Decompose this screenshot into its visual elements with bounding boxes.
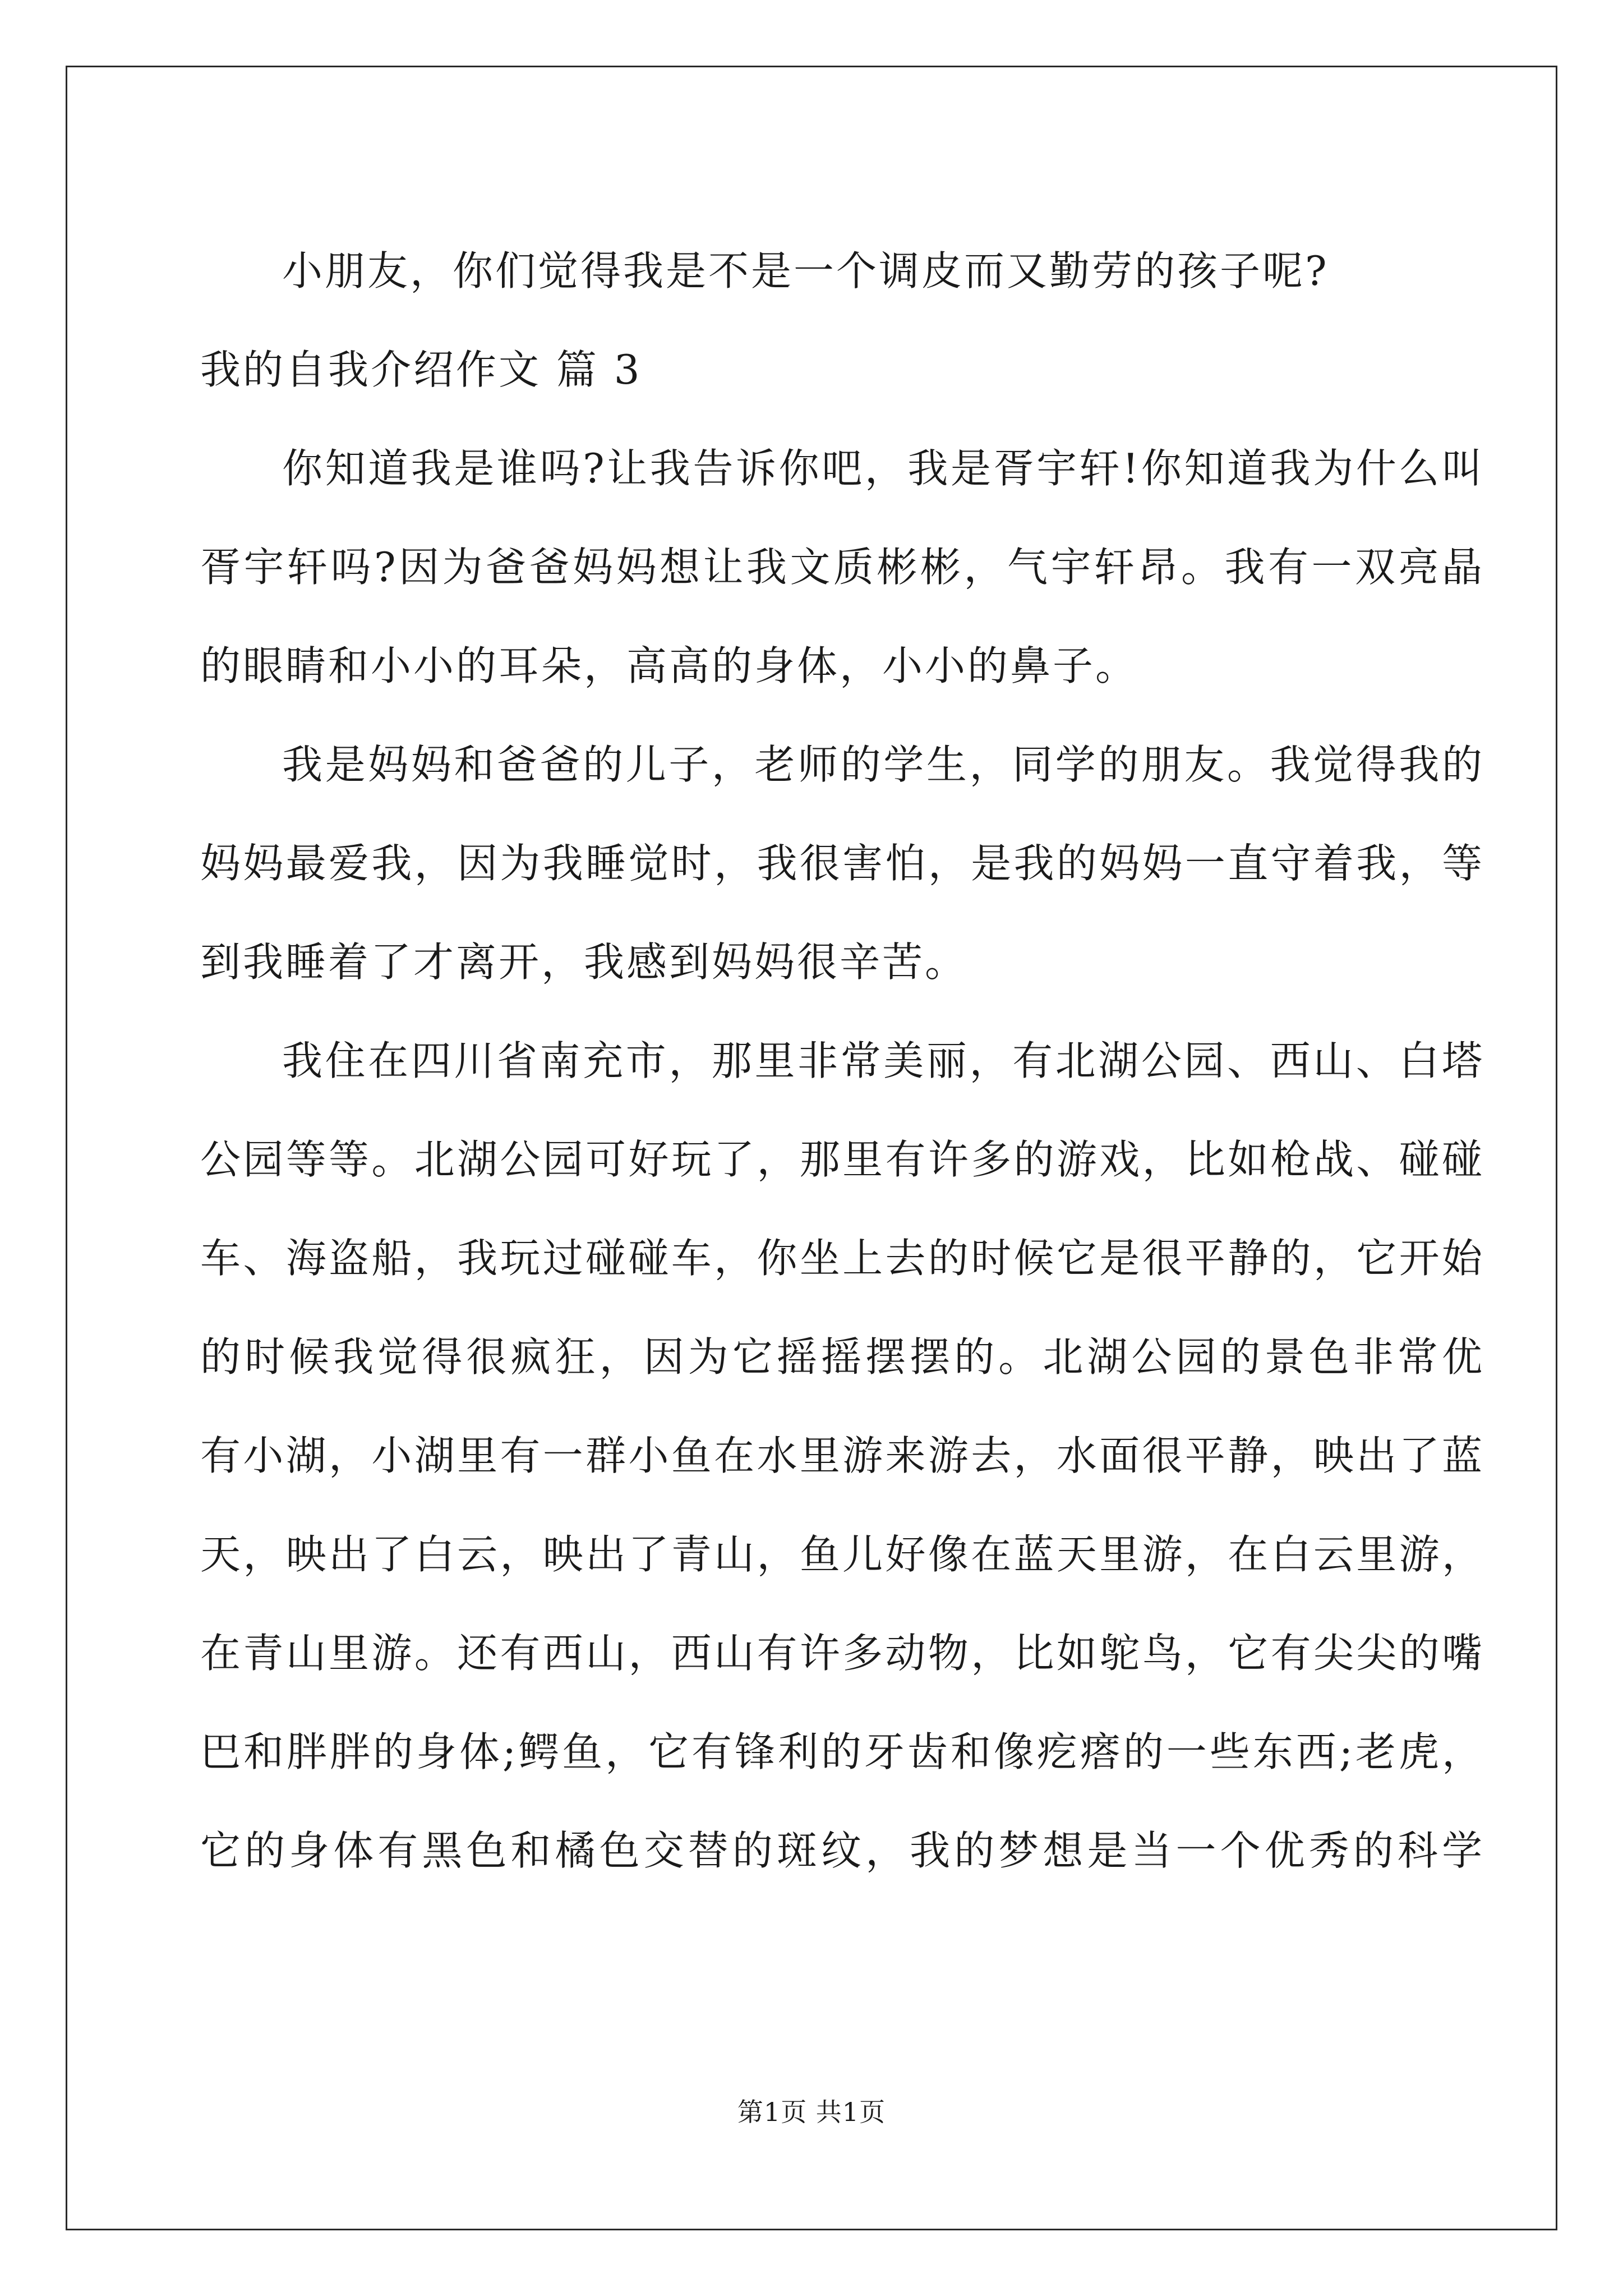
text-line-9: 我住在四川省南充市，那里非常美丽，有北湖公园、西山、白塔	[282, 1037, 1484, 1084]
text-line-11: 车、海盗船，我玩过碰碰车，你坐上去的时候它是很平静的，它开始	[200, 1235, 1484, 1282]
text-line-6: 我是妈妈和爸爸的儿子，老师的学生，同学的朋友。我觉得我的	[282, 741, 1484, 788]
text-line-13: 有小湖，小湖里有一群小鱼在水里游来游去，水面很平静，映出了蓝	[200, 1432, 1484, 1479]
document-body	[200, 222, 1484, 1900]
section-heading: 我的自我介绍作文 篇 3	[200, 346, 642, 393]
text-line-7: 妈妈最爱我，因为我睡觉时，我很害怕，是我的妈妈一直守着我，等	[200, 840, 1484, 887]
text-line-10: 公园等等。北湖公园可好玩了，那里有许多的游戏，比如枪战、碰碰	[200, 1136, 1484, 1183]
text-line-8: 到我睡着了才离开，我感到妈妈很辛苦。	[200, 938, 968, 986]
text-line-17: 它的身体有黑色和橘色交替的斑纹，我的梦想是当一个优秀的科学	[200, 1827, 1484, 1874]
text-line-4: 胥宇轩吗?因为爸爸妈妈想让我文质彬彬，气宇轩昂。我有一双亮晶	[200, 544, 1484, 591]
text-line-12: 的时候我觉得很疯狂，因为它摇摇摆摆的。北湖公园的景色非常优	[200, 1333, 1484, 1381]
text-line-14: 天，映出了白云，映出了青山，鱼儿好像在蓝天里游，在白云里游，	[200, 1531, 1484, 1578]
page-footer: 第1页 共1页	[737, 2097, 886, 2127]
text-line-3: 你知道我是谁吗?让我告诉你吧，我是胥宇轩!你知道我为什么叫	[282, 445, 1484, 492]
text-line-16: 巴和胖胖的身体;鳄鱼，它有锋利的牙齿和像疙瘩的一些东西;老虎，	[200, 1728, 1484, 1775]
text-line-15: 在青山里游。还有西山，西山有许多动物，比如鸵鸟，它有尖尖的嘴	[200, 1630, 1484, 1677]
text-line-5: 的眼睛和小小的耳朵，高高的身体，小小的鼻子。	[200, 642, 1138, 689]
text-line-1: 小朋友，你们觉得我是不是一个调皮而又勤劳的孩子呢?	[282, 247, 1329, 295]
